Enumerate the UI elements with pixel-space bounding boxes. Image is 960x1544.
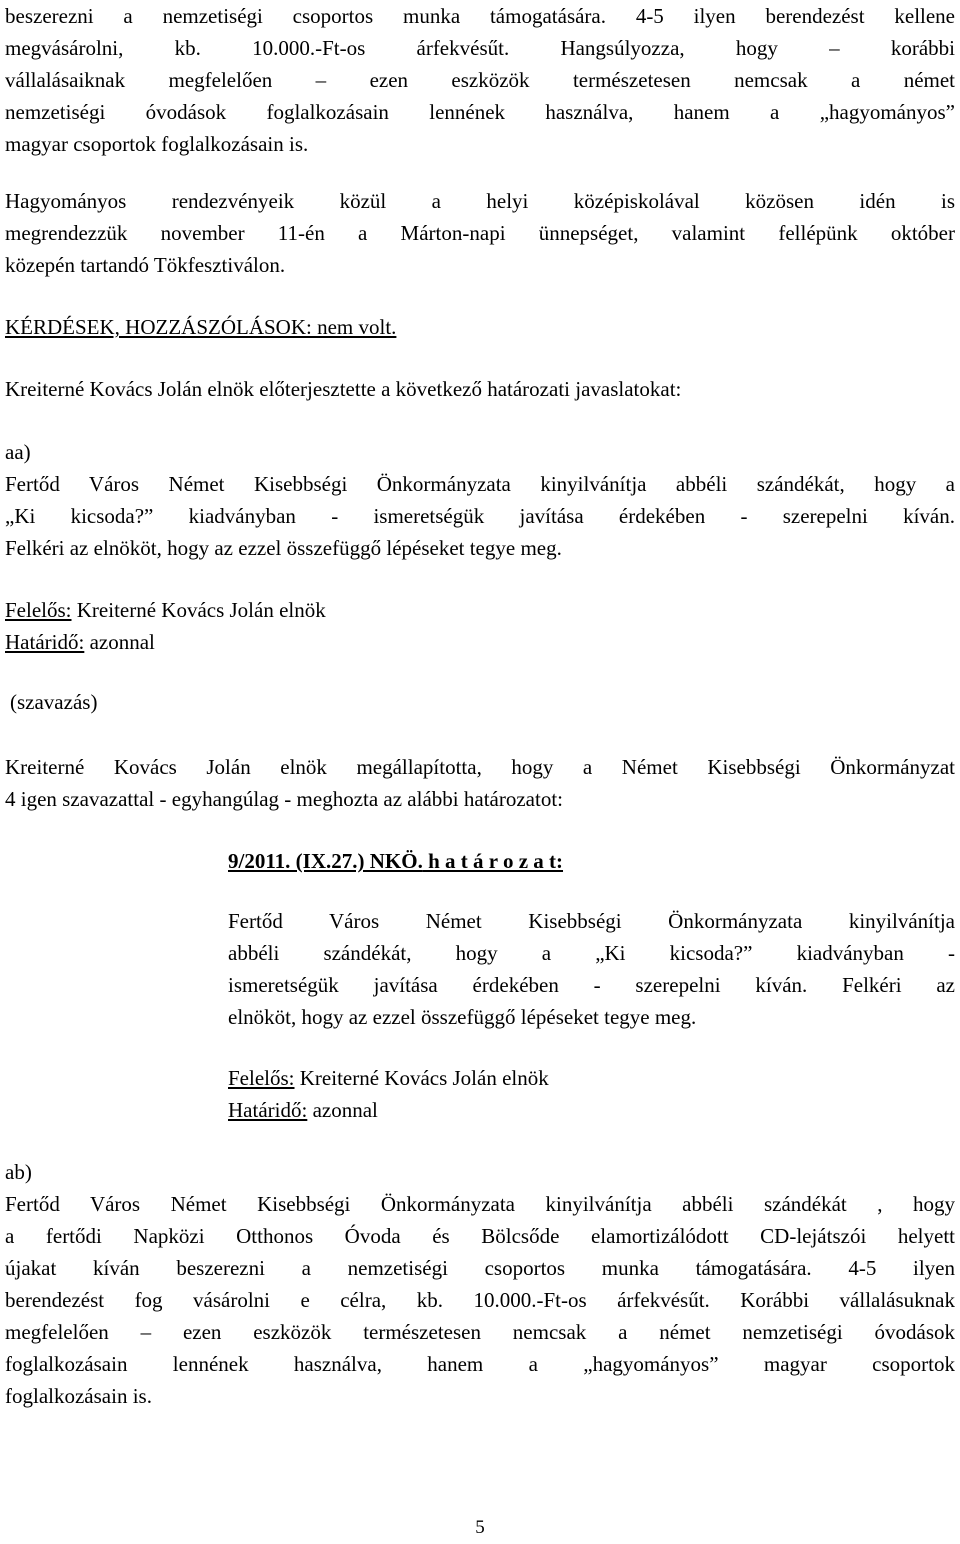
text-line: magyar csoportok foglalkozásain is. [5,132,309,156]
responsible-value: Kreiterné Kovács Jolán elnök [71,598,326,622]
responsible-label: Felelős: [228,1066,295,1090]
text-line: újakat kíván beszerezni a nemzetiségi csoportos munka támogatására. 4-5 ilyen [5,1256,955,1280]
text-line: ismeretségük javítása érdekében - szerepelni kíván. Felkéri az [228,973,955,997]
questions-text: KÉRDÉSEK, HOZZÁSZÓLÁSOK: nem volt. [5,315,397,339]
section-label: aa) [5,440,31,464]
deadline-label: Határidő: [5,630,85,654]
resolution-responsible [228,1062,549,1126]
proposal-intro [5,373,681,405]
events-paragraph [5,185,955,281]
intro-paragraph [5,0,955,160]
text-line: foglalkozásain lennének használva, hanem a „hagyományos” magyar csoportok [5,1352,955,1376]
responsible-label: Felelős: [5,598,72,622]
text-line: Hagyományos rendezvényeik közül a helyi középiskolával közösen idén is [5,189,955,213]
vote-text: (szavazás) [10,690,98,714]
section-ab [5,1156,955,1412]
section-aa [5,436,955,564]
text-line: Kreiterné Kovács Jolán elnök megállapította, hogy a Német Kisebbségi Önkormányzat [5,755,955,779]
text-line: megrendezzük november 11-én a Márton-napi ünnepséget, valamint fellépünk október [5,221,955,245]
text-line: beszerezni a nemzetiségi csoportos munka támogatására. 4-5 ilyen berendezést kellene [5,4,955,28]
section-label: ab) [5,1160,32,1184]
text-line: nemzetiségi óvodások foglalkozásain lennének használva, hanem a „hagyományos” [5,100,955,124]
text-line: vállalásaiknak megfelelően – ezen eszközök természetesen nemcsak a német [5,68,955,92]
text-line: megvásárolni, kb. 10.000.-Ft-os árfekvésűt. Hangsúlyozza, hogy – korábbi [5,36,955,60]
text-line: „Ki kicsoda?” kiadványban - ismeretségük javítása érdekében - szerepelni kíván. [5,504,955,528]
page-number: 5 [475,1517,485,1538]
questions-line [5,311,396,343]
deadline-value: azonnal [84,630,155,654]
deadline-value: azonnal [307,1098,378,1122]
text-line: Felkéri az elnököt, hogy az ezzel összefüggő lépéseket tegye meg. [5,536,562,560]
text-line: abbéli szándékát, hogy a „Ki kicsoda?” kiadványban - [228,941,955,965]
text-line: Fertőd Város Német Kisebbségi Önkormányzata kinyilvánítja [228,909,955,933]
text-line: 4 igen szavazattal - egyhangúlag - meghozta az alábbi határozatot: [5,787,563,811]
text-line: berendezést fog vásárolni e célra, kb. 10.000.-Ft-os árfekvésűt. Korábbi vállalásuknak [5,1288,955,1312]
vote-result [5,751,955,815]
deadline-label: Határidő: [228,1098,308,1122]
text-line: Fertőd Város Német Kisebbségi Önkormányzata kinyilvánítja abbéli szándékát , hogy [5,1192,955,1216]
proposal-intro-text: Kreiterné Kovács Jolán elnök előterjesztette a következő határozati javaslatokat: [5,377,682,401]
responsible-value: Kreiterné Kovács Jolán elnök [294,1066,549,1090]
resolution-title: h a t á r o z a t: [422,849,564,873]
resolution-body [228,905,955,1033]
vote-line [10,686,97,718]
text-line: megfelelően – ezen eszközök természetesen nemcsak a német nemzetiségi óvodások [5,1320,955,1344]
text-line: foglalkozásain is. [5,1384,152,1408]
resolution-heading [228,845,563,877]
aa-responsible [5,594,326,658]
text-line: a fertődi Napközi Otthonos Óvoda és Bölcsőde elamortizálódott CD-lejátszói helyett [5,1224,955,1248]
text-line: elnököt, hogy az ezzel összefüggő lépéseket tegye meg. [228,1005,697,1029]
text-line: közepén tartandó Tökfesztiválon. [5,253,286,277]
text-line: Fertőd Város Német Kisebbségi Önkormányzata kinyilvánítja abbéli szándékát, hogy a [5,472,955,496]
resolution-number: 9/2011. (IX.27.) NKÖ. [228,849,423,873]
